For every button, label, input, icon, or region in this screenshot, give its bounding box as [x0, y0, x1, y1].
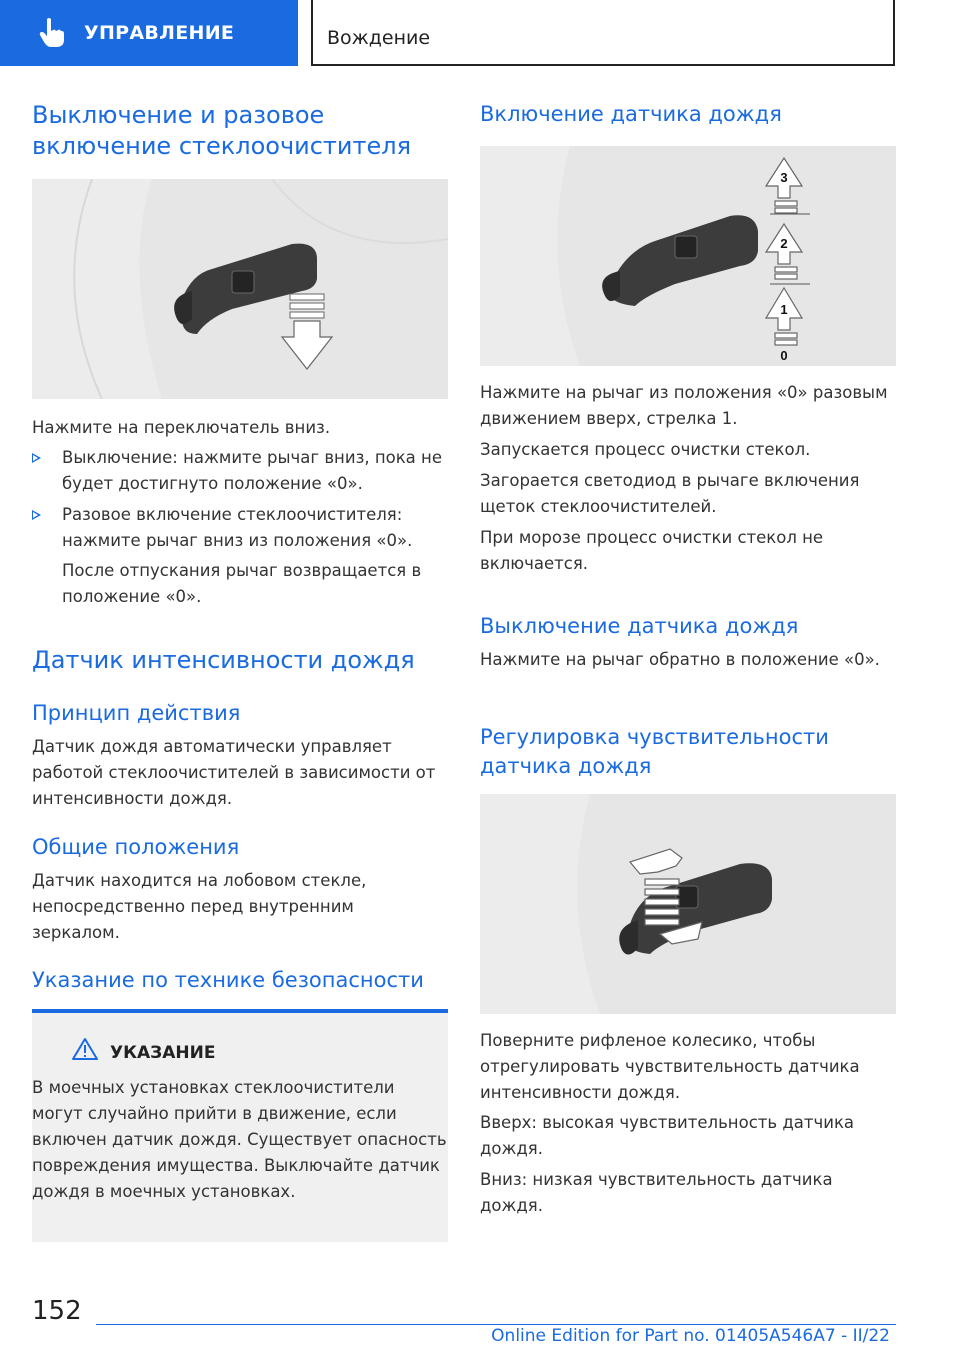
heading-general: Общие положения	[32, 835, 240, 859]
on-text-2: Запускается процесс очистки стекол.	[480, 440, 811, 459]
figure-stalk-up	[480, 146, 896, 366]
warning-box	[32, 1009, 448, 1242]
sens-text-3: Вниз: низкая чувствительность датчика дождя.	[480, 1170, 833, 1215]
heading-sensitivity: Регулировка чувствительности датчика дождя	[480, 725, 829, 778]
heading-sensor-on: Включение датчика дождя	[480, 102, 782, 126]
bullet-single-note: После отпускания рычаг возвращается в положение «0».	[62, 561, 422, 606]
sens-text-1: Поверните рифленое колесико, чтобы отрегулировать чувствительность датчика интенсивности дождя.	[480, 1031, 860, 1102]
label-pos3: 3	[780, 170, 788, 185]
principle-text: Датчик дождя автоматически управляет работой стеклоочистителей в зависимости от интенсивности дождя.	[32, 737, 436, 808]
footer-divider	[96, 1324, 896, 1325]
heading-sensor-off: Выключение датчика дождя	[480, 614, 799, 638]
warning-triangle-icon	[72, 1037, 98, 1061]
section-title: УПРАВЛЕНИЕ	[84, 22, 235, 44]
heading-wiper-off: Выключение и разовое включение стеклоочистителя	[32, 101, 412, 160]
label-pos2: 2	[780, 236, 788, 251]
warning-text: В моечных установках стеклоочистители могут случайно прийти в движение, если включен датчик дождя. Существует опасность повреждения имущества. Выключайте датчик дождя в моечных установках.	[32, 1078, 447, 1201]
label-pos0: 0	[780, 348, 788, 363]
on-text-4: При морозе процесс очистки стекол не включается.	[480, 528, 824, 573]
sens-text-2: Вверх: высокая чувствительность датчика дождя.	[480, 1113, 855, 1158]
figure-sensitivity-wheel	[480, 794, 896, 1014]
bullet-off-text: Выключение: нажмите рычаг вниз, пока не будет достигнуто положение «0».	[62, 448, 442, 493]
on-text-1: Нажмите на рычаг из положения «0» разовым движением вверх, стрелка 1.	[480, 383, 888, 428]
bullet-marker-icon	[32, 453, 41, 463]
bullet-single	[32, 502, 448, 554]
general-text: Датчик находится на лобовом стекле, непосредственно перед внутренним зеркалом.	[32, 871, 367, 942]
bullet-single-text: Разовое включение стеклоочистителя: нажмите рычаг вниз из положения «0».	[62, 505, 413, 550]
intro-text: Нажмите на переключатель вниз.	[32, 418, 331, 437]
figure-stalk-down	[32, 179, 448, 399]
chapter-title: Вождение	[327, 27, 431, 49]
hand-pointer-icon	[38, 17, 66, 49]
heading-safety: Указание по технике безопасности	[32, 968, 424, 992]
on-text-3: Загорается светодиод в рычаге включения щеток стеклоочистителей.	[480, 471, 860, 516]
heading-rain-sensor: Датчик интенсивности дождя	[32, 646, 415, 674]
heading-principle: Принцип действия	[32, 701, 241, 725]
chapter-header	[311, 0, 895, 66]
footer-edition: Online Edition for Part no. 01405A546A7 - II/22	[491, 1326, 890, 1346]
bullet-marker-icon	[32, 510, 41, 520]
warning-title: УКАЗАНИЕ	[110, 1043, 216, 1063]
off-text: Нажмите на рычаг обратно в положение «0».	[480, 650, 880, 669]
bullet-off	[32, 445, 448, 497]
section-tab[interactable]	[0, 0, 298, 66]
label-pos1: 1	[780, 302, 788, 317]
page-number: 152	[32, 1296, 82, 1326]
